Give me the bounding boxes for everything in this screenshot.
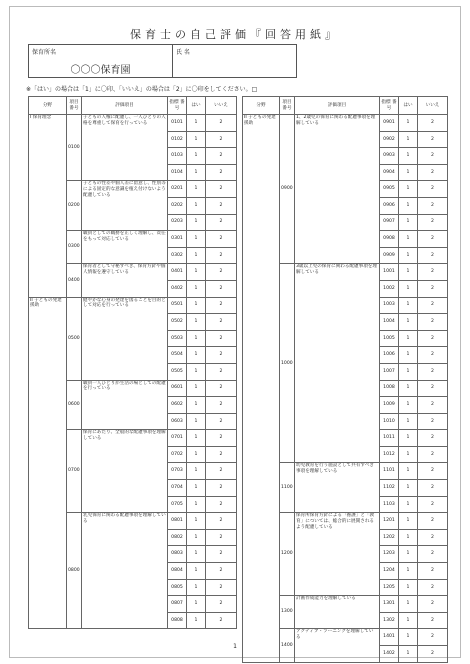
item-text: 子どもの人権に配慮し、一人ひとりの人格を尊重して保育を行っている [82,115,168,181]
answer-no[interactable]: 2 [206,247,237,264]
answer-yes[interactable]: 1 [399,115,418,132]
answer-no[interactable]: 2 [418,347,448,364]
indicator-number: 0302 [168,247,187,264]
answer-yes[interactable]: 1 [187,413,206,430]
header-indicator-no: 指標 番号 [168,97,187,115]
answer-yes[interactable]: 1 [399,463,418,480]
answer-no[interactable]: 2 [206,430,237,447]
answer-yes[interactable]: 1 [399,563,418,580]
answer-no[interactable]: 2 [206,347,237,364]
item-code: 1200 [280,513,295,596]
answer-yes[interactable]: 1 [187,563,206,580]
indicator-number: 1012 [380,446,399,463]
answer-yes[interactable]: 1 [399,131,418,148]
answer-no[interactable]: 2 [418,214,448,231]
indicator-number: 0905 [380,181,399,198]
indicator-number: 0103 [168,148,187,165]
answer-yes[interactable]: 1 [187,612,206,629]
indicator-number: 1101 [380,463,399,480]
indicator-number: 0102 [168,131,187,148]
answer-no[interactable]: 2 [418,115,448,132]
answer-yes[interactable]: 1 [399,446,418,463]
item-text: 健やかな心身の発達を図ることを目的として対応を行っている [82,297,168,380]
indicator-number: 0804 [168,563,187,580]
item-text: 職員一人ひとりが生活の場としての配慮を行っている [82,380,168,430]
answer-yes[interactable]: 1 [399,380,418,397]
answer-no[interactable]: 2 [206,612,237,629]
answer-yes[interactable]: 1 [399,529,418,546]
answer-yes[interactable]: 1 [187,115,206,132]
table-row [29,297,237,314]
answer-yes[interactable]: 1 [187,247,206,264]
answer-yes[interactable]: 1 [187,496,206,513]
answer-no[interactable]: 2 [418,330,448,347]
answer-yes[interactable]: 1 [399,430,418,447]
indicator-number: 1301 [380,596,399,613]
answer-no[interactable]: 2 [418,513,448,530]
answer-yes[interactable]: 1 [399,214,418,231]
indicator-number: 0704 [168,480,187,497]
answer-no[interactable]: 2 [206,596,237,613]
name-label: 氏 名 [176,49,190,56]
item-code: 1000 [280,264,295,463]
answer-no[interactable]: 2 [206,131,237,148]
indicator-number: 1302 [380,612,399,629]
indicator-number: 0201 [168,181,187,198]
header-no: いいえ [418,97,448,115]
indicator-number: 0808 [168,612,187,629]
item-code: 1100 [280,463,295,513]
answer-yes[interactable]: 1 [187,197,206,214]
answer-yes[interactable]: 1 [399,629,418,646]
answer-no[interactable]: 2 [418,629,448,646]
header-item: 評価項目 [295,97,380,115]
answer-yes[interactable]: 1 [399,247,418,264]
area-cell: I 保育理念 [29,115,67,298]
item-code: 0100 [67,115,82,181]
indicator-number: 1009 [380,397,399,414]
item-text: 3歳以上児の保育に関わる配慮事項を理解している [295,264,380,463]
indicator-number: 0505 [168,363,187,380]
answer-no[interactable]: 2 [418,164,448,181]
answer-yes[interactable]: 1 [187,397,206,414]
answer-no[interactable]: 2 [206,380,237,397]
answer-yes[interactable]: 1 [399,363,418,380]
answer-yes[interactable]: 1 [399,231,418,248]
item-text: 職員としての職務を正しく理解し、責任をもって対応している [82,231,168,264]
indicator-number: 1004 [380,314,399,331]
answer-no[interactable]: 2 [206,181,237,198]
indicator-number: 0906 [380,197,399,214]
indicator-number: 1202 [380,529,399,546]
answer-no[interactable]: 2 [206,148,237,165]
answer-yes[interactable]: 1 [187,380,206,397]
answer-yes[interactable]: 1 [399,480,418,497]
answer-no[interactable]: 2 [418,314,448,331]
answer-no[interactable]: 2 [418,646,448,663]
answer-yes[interactable]: 1 [187,330,206,347]
indicator-number: 0807 [168,596,187,613]
answer-no[interactable]: 2 [206,413,237,430]
answer-no[interactable]: 2 [206,197,237,214]
answer-yes[interactable]: 1 [187,214,206,231]
answer-no[interactable]: 2 [418,463,448,480]
answer-yes[interactable]: 1 [399,164,418,181]
indicator-number: 0907 [380,214,399,231]
item-code: 0900 [280,115,295,264]
answer-yes[interactable]: 1 [187,579,206,596]
item-text: 保育にあたり、全般的な配慮事項を理解している [82,430,168,513]
item-code: 0200 [67,181,82,231]
answer-yes[interactable]: 1 [187,546,206,563]
answer-yes[interactable]: 1 [399,347,418,364]
answer-yes[interactable]: 1 [187,231,206,248]
indicator-number: 1103 [380,496,399,513]
answer-yes[interactable]: 1 [399,280,418,297]
header-item-no: 項目 番号 [280,97,295,115]
answer-no[interactable]: 2 [418,148,448,165]
indicator-number: 0402 [168,280,187,297]
answer-yes[interactable]: 1 [399,513,418,530]
indicator-number: 0601 [168,380,187,397]
answer-no[interactable]: 2 [418,563,448,580]
answer-no[interactable]: 2 [206,314,237,331]
answer-no[interactable]: 2 [206,231,237,248]
answer-table-left [28,96,237,629]
table-header-row [29,97,237,115]
answer-no[interactable]: 2 [418,397,448,414]
indicator-number: 0602 [168,397,187,414]
item-code: 0600 [67,380,82,430]
info-box [28,44,297,78]
item-code: 0500 [67,297,82,380]
indicator-number: 0803 [168,546,187,563]
indicator-number: 1402 [380,646,399,663]
answer-yes[interactable]: 1 [187,596,206,613]
answer-yes[interactable]: 1 [187,347,206,364]
indicator-number: 0701 [168,430,187,447]
header-item: 評価項目 [82,97,168,115]
answer-yes[interactable]: 1 [187,480,206,497]
answer-no[interactable]: 2 [206,496,237,513]
indicator-number: 0301 [168,231,187,248]
answer-yes[interactable]: 1 [187,314,206,331]
answer-no[interactable]: 2 [206,115,237,132]
indicator-number: 1205 [380,579,399,596]
indicator-number: 1003 [380,297,399,314]
item-code: 0300 [67,231,82,264]
indicator-number: 0902 [380,131,399,148]
facility-cell [29,45,173,77]
answer-yes[interactable]: 1 [187,280,206,297]
answer-no[interactable]: 2 [418,280,448,297]
facility-label: 保育所名 [32,49,57,56]
answer-no[interactable]: 2 [418,579,448,596]
table-row [29,115,237,132]
area-cell: II 子どもの発達援助 [243,115,280,663]
indicator-number: 1008 [380,380,399,397]
indicator-number: 1102 [380,480,399,497]
indicator-number: 0104 [168,164,187,181]
indicator-number: 0202 [168,197,187,214]
answer-yes[interactable]: 1 [399,413,418,430]
answer-no[interactable]: 2 [418,546,448,563]
answer-yes[interactable]: 1 [399,397,418,414]
answer-no[interactable]: 2 [418,363,448,380]
answer-no[interactable]: 2 [206,214,237,231]
answer-yes[interactable]: 1 [187,363,206,380]
answer-no[interactable]: 2 [206,264,237,281]
item-text: アクティブ・ラーニングを理解している [295,629,380,662]
answer-no[interactable]: 2 [418,231,448,248]
answer-yes[interactable]: 1 [187,148,206,165]
indicator-number: 0101 [168,115,187,132]
table-row [243,115,448,132]
answer-yes[interactable]: 1 [187,164,206,181]
indicator-number: 0501 [168,297,187,314]
page-title: 保育士の自己評価『回答用紙』 [130,28,340,41]
answer-no[interactable]: 2 [418,529,448,546]
answer-no[interactable]: 2 [206,397,237,414]
name-cell [173,45,296,77]
indicator-number: 0802 [168,529,187,546]
answer-yes[interactable]: 1 [399,612,418,629]
answer-no[interactable]: 2 [418,380,448,397]
answer-yes[interactable]: 1 [187,463,206,480]
answer-no[interactable]: 2 [418,297,448,314]
indicator-number: 0703 [168,463,187,480]
answer-yes[interactable]: 1 [399,596,418,613]
header-yes: はい [399,97,418,115]
answer-no[interactable]: 2 [206,480,237,497]
header-area: 分野 [243,97,280,115]
answer-no[interactable]: 2 [206,446,237,463]
indicator-number: 1002 [380,280,399,297]
item-text: 1、2歳児の保育に関わる配慮事項を理解している [295,115,380,264]
answer-no[interactable]: 2 [418,430,448,447]
table-header-row [243,97,448,115]
answer-yes[interactable]: 1 [187,446,206,463]
answer-no[interactable]: 2 [206,529,237,546]
item-text: 幼児教育を行う施設として共有すべき事項を理解している [295,463,380,513]
answer-no[interactable]: 2 [418,612,448,629]
answer-yes[interactable]: 1 [399,148,418,165]
indicator-number: 1401 [380,629,399,646]
instruction-note: ※「はい」の場合は「1」に〇印、「いいえ」の場合は「2」に〇印をしてください。□ [26,86,258,93]
answer-no[interactable]: 2 [206,463,237,480]
answer-no[interactable]: 2 [206,546,237,563]
item-text: 保育所保育方針による「養護」と「教育」については、総合的に展開されるよう配慮している [295,513,380,596]
item-text: 子どもの性差や個人差に留意し、性別等による固定的な意識を植え付けないよう配慮している [82,181,168,231]
indicator-number: 1201 [380,513,399,530]
answer-yes[interactable]: 1 [187,181,206,198]
indicator-number: 1005 [380,330,399,347]
answer-no[interactable]: 2 [418,413,448,430]
item-code: 1300 [280,596,295,629]
answer-no[interactable]: 2 [418,446,448,463]
answer-yes[interactable]: 1 [187,264,206,281]
item-code: 0800 [67,513,82,629]
header-no: いいえ [206,97,237,115]
answer-yes[interactable]: 1 [187,131,206,148]
indicator-number: 0901 [380,115,399,132]
answer-yes[interactable]: 1 [399,297,418,314]
indicator-number: 0502 [168,314,187,331]
answer-yes[interactable]: 1 [187,297,206,314]
answer-yes[interactable]: 1 [399,264,418,281]
indicator-number: 0904 [380,164,399,181]
answer-no[interactable]: 2 [418,131,448,148]
indicator-number: 0801 [168,513,187,530]
indicator-number: 0805 [168,579,187,596]
answer-no[interactable]: 2 [418,264,448,281]
header-item-no: 項目 番号 [67,97,82,115]
indicator-number: 1007 [380,363,399,380]
answer-yes[interactable]: 1 [399,546,418,563]
indicator-number: 0903 [380,148,399,165]
indicator-number: 0908 [380,231,399,248]
answer-no[interactable]: 2 [206,563,237,580]
indicator-number: 0203 [168,214,187,231]
answer-yes[interactable]: 1 [399,330,418,347]
answer-no[interactable]: 2 [206,330,237,347]
header-indicator-no: 指標 番号 [380,97,399,115]
answer-no[interactable]: 2 [418,197,448,214]
item-code: 0700 [67,430,82,513]
answer-yes[interactable]: 1 [399,314,418,331]
answer-yes[interactable]: 1 [187,430,206,447]
area-cell: II 子どもの発達援助 [29,297,67,629]
answer-yes[interactable]: 1 [399,197,418,214]
answer-no[interactable]: 2 [206,280,237,297]
answer-no[interactable]: 2 [206,164,237,181]
indicator-number: 0401 [168,264,187,281]
facility-value[interactable]: 〇〇〇保育園 [70,65,131,76]
answer-no[interactable]: 2 [418,480,448,497]
header-area: 分野 [29,97,67,115]
item-text: 乳児保育に関わる配慮事項を理解している [82,513,168,629]
item-code: 0400 [67,264,82,297]
indicator-number: 1204 [380,563,399,580]
answer-yes[interactable]: 1 [187,513,206,530]
answer-table-right [242,96,448,663]
indicator-number: 1203 [380,546,399,563]
indicator-number: 0504 [168,347,187,364]
item-code: 1400 [280,629,295,662]
answer-no[interactable]: 2 [418,181,448,198]
answer-yes[interactable]: 1 [399,579,418,596]
answer-no[interactable]: 2 [418,596,448,613]
answer-no[interactable]: 2 [206,513,237,530]
indicator-number: 0702 [168,446,187,463]
answer-no[interactable]: 2 [206,579,237,596]
indicator-number: 0603 [168,413,187,430]
answer-yes[interactable]: 1 [399,496,418,513]
indicator-number: 0705 [168,496,187,513]
indicator-number: 0503 [168,330,187,347]
header-yes: はい [187,97,206,115]
answer-no[interactable]: 2 [418,496,448,513]
answer-no[interactable]: 2 [206,297,237,314]
indicator-number: 1010 [380,413,399,430]
item-text: 計画作成能力を理解している [295,596,380,629]
page-number: 1 [233,643,237,650]
indicator-number: 1001 [380,264,399,281]
indicator-number: 0909 [380,247,399,264]
answer-no[interactable]: 2 [206,363,237,380]
indicator-number: 1006 [380,347,399,364]
answer-yes[interactable]: 1 [187,529,206,546]
indicator-number: 1011 [380,430,399,447]
answer-yes[interactable]: 1 [399,646,418,663]
answer-no[interactable]: 2 [418,247,448,264]
item-text: 保育者として守秘すべき、保育方針や個人情報を遵守している [82,264,168,297]
answer-yes[interactable]: 1 [399,181,418,198]
